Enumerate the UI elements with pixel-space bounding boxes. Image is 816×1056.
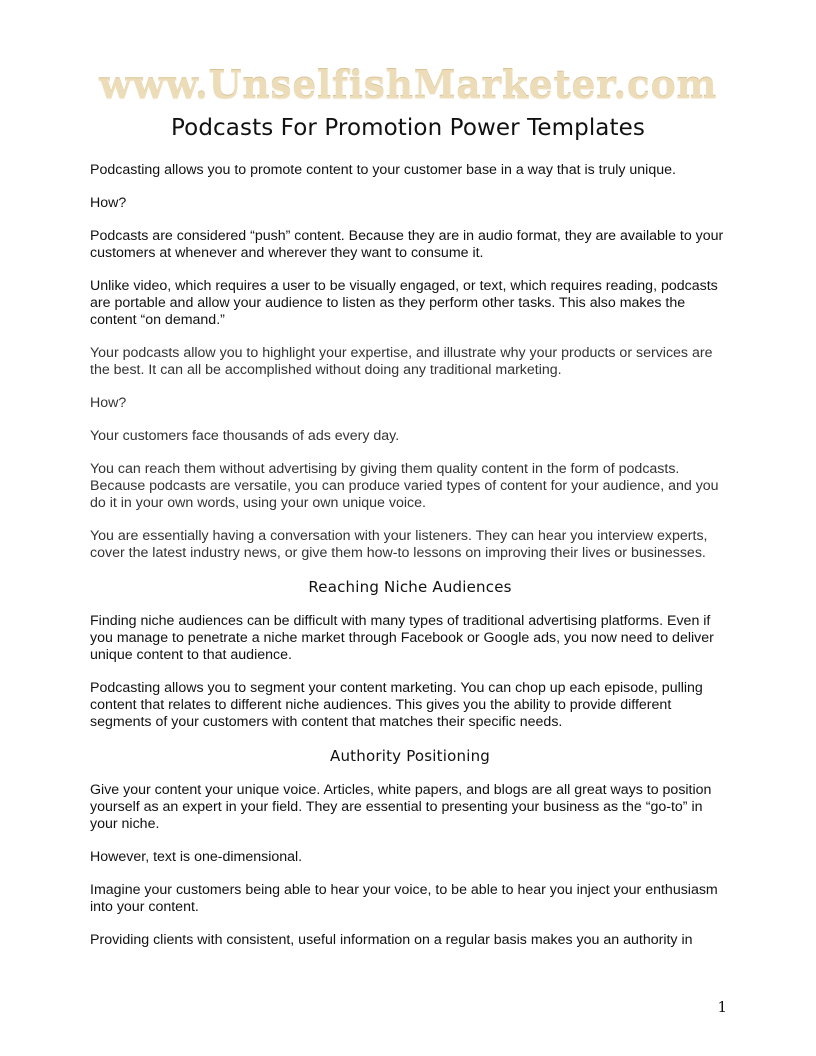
- paragraph: However, text is one-dimensional.: [90, 849, 303, 865]
- paragraph: Finding niche audiences can be difficult with many types of traditional advertising platforms. Even if you manage to penetrate a niche market through Facebook or Google ads, you now need to deliver unique content to that audience.: [90, 613, 714, 663]
- paragraph: Imagine your customers being able to hear your voice, to be able to hear you inject your enthusiasm into your content.: [90, 882, 718, 915]
- paragraph: Your podcasts allow you to highlight your expertise, and illustrate why your products or services are the best. It can all be accomplished without doing any traditional marketing.: [90, 345, 713, 378]
- page-number: 1: [717, 998, 727, 1016]
- paragraph: You are essentially having a conversation with your listeners. They can hear you interview experts, cover the latest industry news, or give them how-to lessons on improving their lives or businesses.: [90, 528, 708, 561]
- paragraph: You can reach them without advertising by giving them quality content in the form of podcasts. Because podcasts are versatile, you can produce varied types of content for your audience, and you do it in your own words, using your own unique voice.: [90, 461, 719, 511]
- paragraph: Give your content your unique voice. Articles, white papers, and blogs are all great ways to position yourself as an expert in your field. They are essential to presenting your business as the “go-to” in your niche.: [90, 782, 712, 832]
- body-content: [90, 162, 730, 965]
- paragraph: Podcasts are considered “push” content. Because they are in audio format, they are available to your customers at whenever and wherever they want to consume it.: [90, 228, 724, 261]
- page-title: Podcasts For Promotion Power Templates: [171, 115, 645, 141]
- paragraph: Podcasting allows you to segment your content marketing. You can chop up each episode, pulling content that relates to different niche audiences. This gives you the ability to provide different segments of your customers with content that matches their specific needs.: [90, 680, 703, 730]
- paragraph: Providing clients with consistent, useful information on a regular basis makes you an authority in: [90, 932, 693, 948]
- paragraph: Your customers face thousands of ads every day.: [90, 428, 400, 444]
- paragraph: How?: [90, 395, 127, 411]
- paragraph: Podcasting allows you to promote content to your customer base in a way that is truly unique.: [90, 162, 676, 178]
- watermark-logo: www.UnselfishMarketer.com: [98, 62, 717, 107]
- section-heading-authority-positioning: Authority Positioning: [330, 747, 490, 765]
- paragraph: Unlike video, which requires a user to be visually engaged, or text, which requires reading, podcasts are portable and allow your audience to listen as they perform other tasks. This also makes the content “on demand.”: [90, 278, 718, 328]
- paragraph: How?: [90, 195, 127, 211]
- section-heading-niche-audiences: Reaching Niche Audiences: [308, 578, 512, 596]
